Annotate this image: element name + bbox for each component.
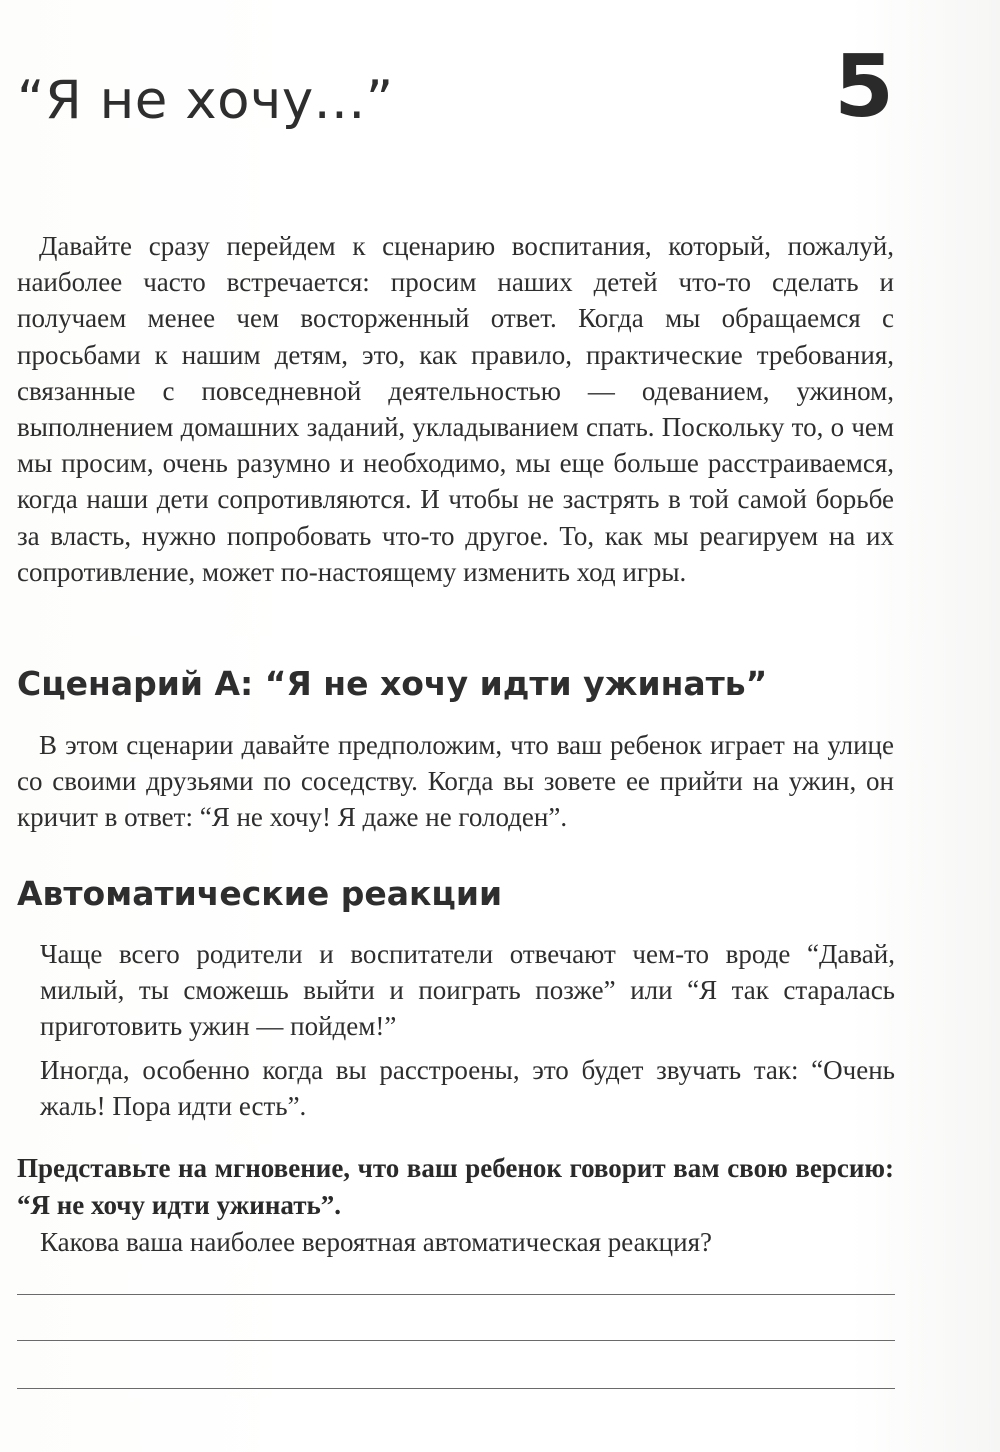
- automatic-paragraph-1: Чаще всего родители и воспитатели отвечают чем-то вроде “Давай, милый, ты сможешь выйти и поиграть позже” или “Я так старалась приготовить ужин — пойдем!”: [40, 939, 895, 1042]
- scenario-paragraph: В этом сценарии давайте предположим, что ваш ребенок играет на улице со своими друзьями по соседству. Когда вы зовете ее прийти на ужин, он кричит в ответ: “Я не хочу! Я даже не голоден”.: [17, 730, 894, 833]
- chapter-title: “Я не хочу...”: [17, 70, 394, 131]
- exercise-prompt: Представьте на мгновение, что ваш ребенок говорит вам свою версию: “Я не хочу идти ужинать”.: [17, 1153, 894, 1220]
- automatic-paragraph-2: Иногда, особенно когда вы расстроены, это будет звучать так: “Очень жаль! Пора идти есть”.: [40, 1055, 895, 1122]
- chapter-number: 5: [834, 37, 894, 137]
- answer-line: [17, 1388, 895, 1389]
- intro-paragraph: Давайте сразу перейдем к сценарию воспитания, который, пожалуй, наиболее часто встречается: просим наших детей что-то сделать и получаем менее чем восторженный ответ. Когда мы обращаемся с просьбами к нашим детям, это, как правило, практические требования, связанные с повседневной деятельностью — одеванием, ужином, выполнением домашних заданий, укладыванием спать. Поскольку то, о чем мы просим, очень разумно и необходимо, мы еще больше расстраиваемся, когда наши дети сопротивляются. И чтобы не застрять в той самой борьбе за власть, нужно попробовать что-то другое. То, как мы реагируем на их сопротивление, может по-настоящему изменить ход игры.: [17, 231, 894, 587]
- answer-line: [17, 1294, 895, 1295]
- scenario-heading: Сценарий А: “Я не хочу идти ужинать”: [17, 664, 768, 703]
- automatic-reactions-heading: Автоматические реакции: [17, 874, 503, 913]
- answer-line: [17, 1340, 895, 1341]
- exercise-question: Какова ваша наиболее вероятная автоматическая реакция?: [40, 1227, 712, 1257]
